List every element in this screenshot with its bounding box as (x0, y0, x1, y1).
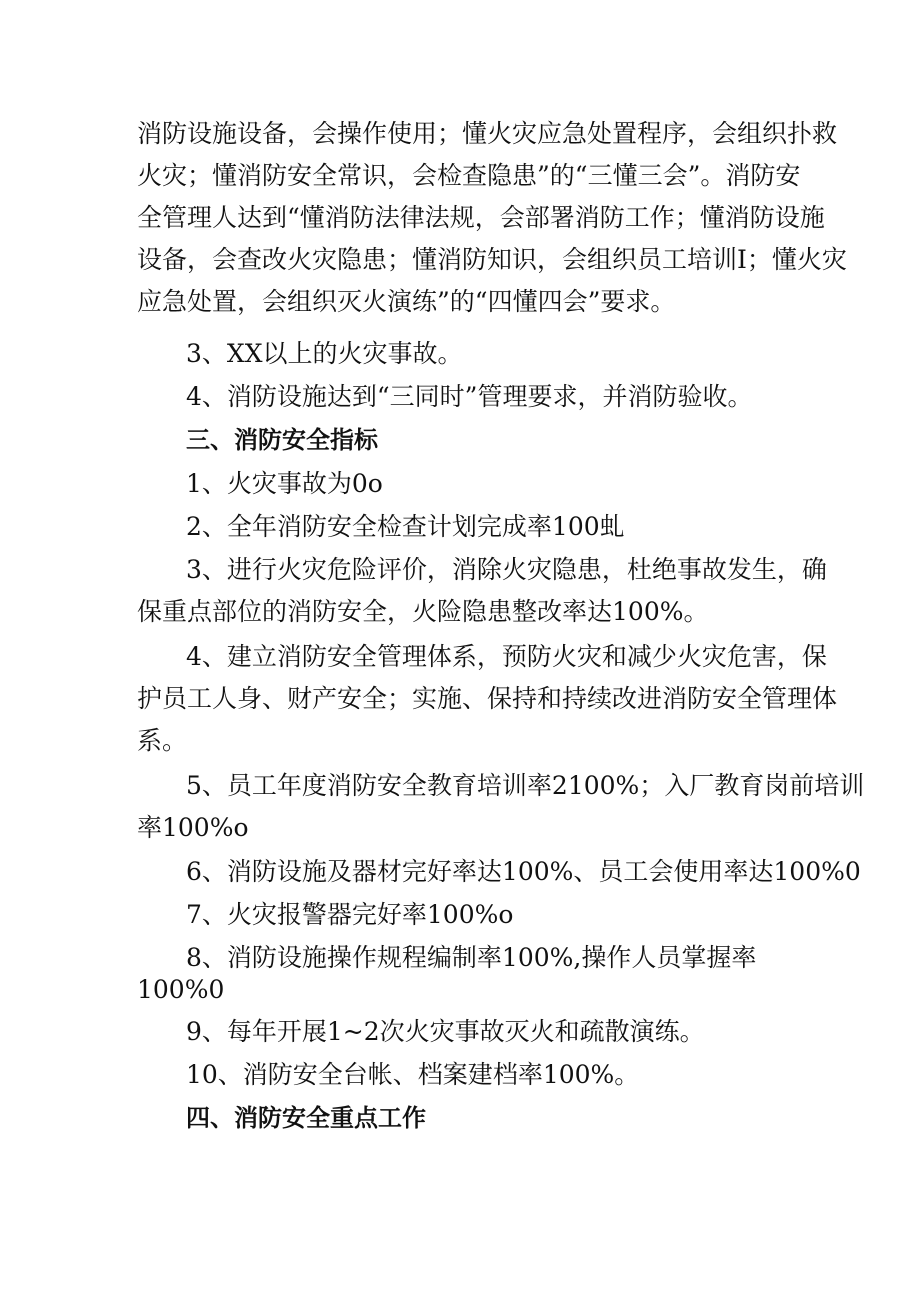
section-3-heading: 三、消防安全指标 (186, 426, 378, 454)
intro-line-2: 火灾；懂消防安全常识，会检查隐患”的“三懂三会”。消防安 (137, 161, 801, 190)
section3-item-1: 1、火灾事故为0o (186, 469, 383, 498)
section3-item-5-line-2: 率100%o (137, 813, 249, 842)
intro-line-1: 消防设施设备，会操作使用；懂火灾应急处置程序，会组织扑救 (137, 119, 838, 148)
section3-item-3-line-2: 保重点部位的消防安全，火险隐患整改率达100%。 (137, 597, 709, 626)
section3-item-4-line-3: 系。 (137, 726, 188, 755)
section3-item-4-line-1: 4、建立消防安全管理体系，预防火灾和减少火灾危害，保 (186, 642, 827, 671)
section3-item-4-line-2: 护员工人身、财产安全；实施、保持和持续改进消防安全管理体 (137, 684, 838, 713)
intro-line-3: 全管理人达到“懂消防法律法规，会部署消防工作；懂消防设施 (137, 203, 825, 232)
section3-item-3-line-1: 3、进行火灾危险评价，消除火灾隐患，杜绝事故发生，确 (186, 555, 827, 584)
section-4-heading: 四、消防安全重点工作 (186, 1104, 426, 1132)
section3-item-7: 7、火灾报警器完好率100%o (186, 900, 514, 929)
section3-item-10: 10、消防安全台帐、档案建档率100%。 (186, 1060, 640, 1089)
section3-item-8-line-1: 8、消防设施操作规程编制率100%,操作人员掌握率 (186, 943, 757, 972)
section3-item-8-line-2: 100%0 (137, 975, 225, 1004)
section3-item-9: 9、每年开展1~2次火灾事故灭火和疏散演练。 (186, 1017, 705, 1046)
intro-line-5: 应急处置，会组织灭火演练”的“四懂四会”要求。 (137, 287, 676, 316)
section3-item-2: 2、全年消防安全检查计划完成率100虬 (186, 512, 625, 541)
item-4-three-simultaneous: 4、消防设施达到“三同时”管理要求，并消防验收。 (186, 382, 753, 411)
section3-item-6: 6、消防设施及器材完好率达100%、员工会使用率达100%0 (186, 857, 861, 886)
item-3-xx-fire-accidents: 3、XX以上的火灾事故。 (186, 339, 463, 368)
section3-item-5-line-1: 5、员工年度消防安全教育培训率2100%；入厂教育岗前培训 (186, 771, 865, 800)
intro-line-4: 设备，会查改火灾隐患；懂消防知识，会组织员工培训I；懂火灾 (137, 245, 847, 274)
